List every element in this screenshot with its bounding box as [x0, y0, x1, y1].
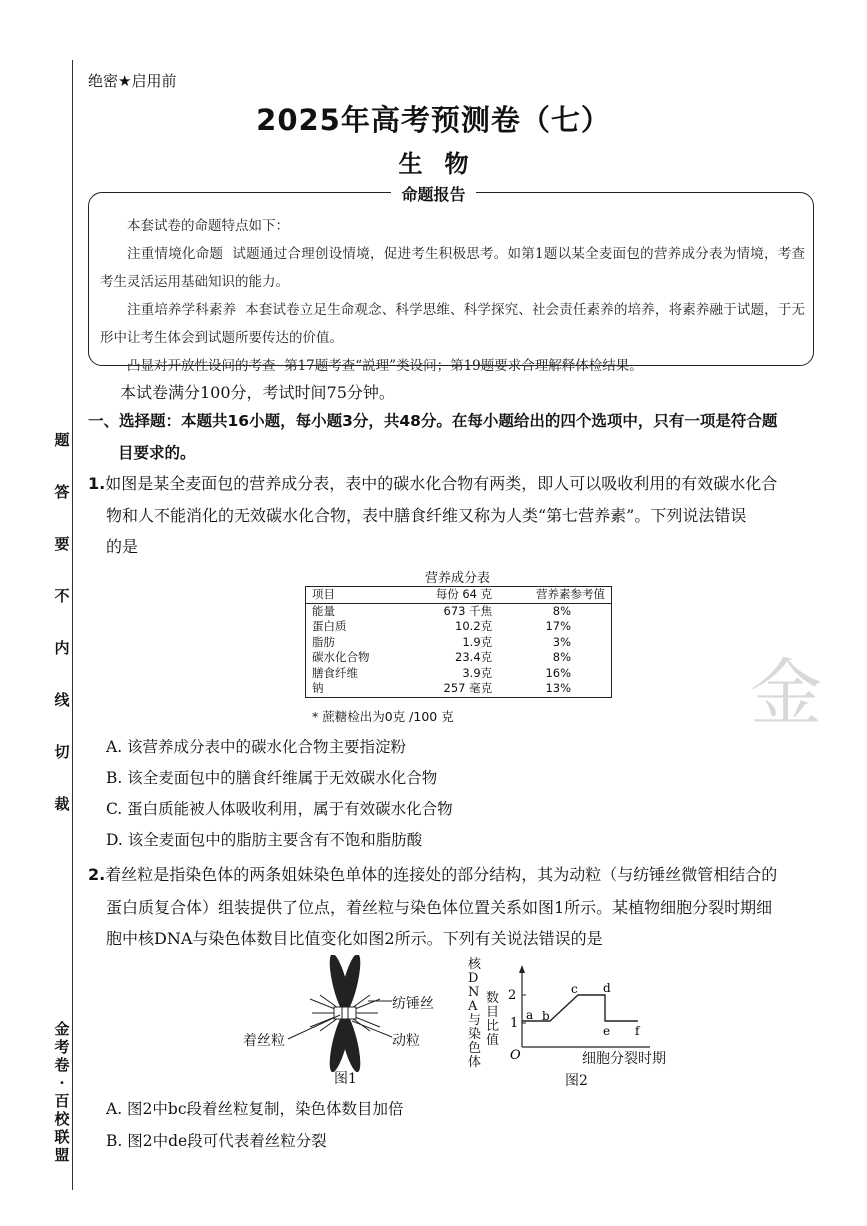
q1-option-d: D. 该全麦面包中的脂肪主要含有不饱和脂肪酸: [106, 831, 423, 849]
q1-stem-line3: 的是: [106, 537, 139, 556]
table-row: 钠 257 毫克 13%: [312, 681, 571, 695]
point-label-f: f: [635, 1024, 640, 1038]
report-intro: 本套试卷的命题特点如下：: [127, 218, 289, 234]
binding-char: 内: [54, 639, 70, 657]
binding-char: 不: [54, 587, 70, 605]
table-row: 能量 673 千焦 8%: [312, 603, 571, 618]
report-item: 注重情境化命题 试题通过合理创设情境，促进考生积极思考。如第1题以某全麦面包的营养成分表为情境，考查考生灵活运用基础知识的能力。: [100, 246, 806, 290]
binding-char: 线: [54, 691, 70, 709]
binding-char: 切: [54, 743, 70, 761]
point-label-e: e: [603, 1024, 611, 1038]
point-label-b: b: [542, 1009, 550, 1023]
table-caption: 营养成分表: [424, 571, 490, 586]
q1-option-a: A. 该营养成分表中的碳水化合物主要指淀粉: [106, 738, 407, 756]
table-header: 每份 64 克: [403, 587, 498, 603]
binding-line: [72, 60, 73, 1190]
label-kinetochore: 动粒: [392, 1033, 420, 1049]
q2-stem-line1: 2.着丝粒是指染色体的两条姐妹染色单体的连接处的部分结构，其为动粒（与纺锤丝微管相结合的: [88, 865, 778, 884]
report-text: [100, 212, 805, 380]
ratio-line: [522, 995, 638, 1021]
exam-info: 本试卷满分100分，考试时间75分钟。: [120, 383, 395, 402]
table-note: * 蔗糖检出为0克 /100 克: [312, 709, 454, 724]
leader-centromere: [288, 1015, 340, 1039]
q1-stem-line2: 物和人不能消化的无效碳水化合物，表中膳食纤维又称为人类“第七营养素”。下列说法错误: [106, 506, 747, 525]
table-header: 营养素参考值: [498, 587, 611, 603]
kinetochore-shape: [334, 1007, 356, 1019]
fig1-caption: 图1: [334, 1071, 357, 1087]
binding-char: 答: [54, 483, 70, 501]
y-label-line2: 数目比值: [486, 991, 500, 1048]
report-title: 命题报告: [0, 182, 867, 205]
nutrition-table: [305, 586, 612, 698]
report-item: 注重培养学科素养 本套试卷立足生命观念、科学思维、科学探究、社会责任素养的培养，将素养融于试题，于无形中让考生体会到试题所要传达的价值。: [100, 302, 805, 346]
q2-option-b: B. 图2中de段可代表着丝粒分裂: [106, 1132, 327, 1150]
confidential-label: 绝密★启用前: [88, 72, 177, 90]
point-label-d: d: [603, 981, 611, 995]
table-row: 膳食纤维 3.9克 16%: [312, 665, 571, 680]
binding-char: 题: [54, 431, 70, 449]
origin-label: O: [510, 1048, 521, 1063]
subject-title: 生物: [398, 150, 491, 178]
tick-2-label: 2: [508, 988, 517, 1003]
binding-char: 裁: [54, 795, 70, 813]
y-label-line1: 核DNA与染色体: [468, 957, 482, 1070]
label-centromere: 着丝粒: [243, 1033, 285, 1049]
point-label-c: c: [571, 982, 578, 996]
table-row: 脂肪 1.9克 3%: [312, 634, 571, 649]
q2-option-a: A. 图2中bc段着丝粒复制，染色体数目加倍: [106, 1100, 404, 1118]
section-heading-cont: 目要求的。: [118, 444, 196, 462]
q1-stem-line1: 1.如图是某全麦面包的营养成分表，表中的碳水化合物有两类，即人可以吸收利用的有效碳水化合: [88, 474, 778, 493]
y-axis-arrow: [519, 965, 525, 973]
label-spindle: 纺锤丝: [392, 996, 434, 1012]
fig2-caption: 图2: [565, 1073, 588, 1089]
q1-option-c: C. 蛋白质能被人体吸收利用，属于有效碳水化合物: [106, 800, 453, 818]
binding-char: 要: [54, 535, 70, 553]
tick-1-label: 1: [510, 1016, 519, 1031]
brand-vertical: 金考卷·百校联盟: [54, 1020, 70, 1164]
page-title: 2025年高考预测卷（七）: [256, 103, 611, 137]
q1-option-b: B. 该全麦面包中的膳食纤维属于无效碳水化合物: [106, 769, 438, 787]
report-item: 凸显对开放性设问的考查 第17题考查“説理”类设问；第19题要求合理解释体检结果。: [127, 358, 643, 374]
table-row: 蛋白质 10.2克 17%: [312, 619, 571, 633]
section-heading: 一、选择题：本题共16小题，每小题3分，共48分。在每小题给出的四个选项中，只有一项是符合题: [88, 412, 778, 430]
watermark-logo: 金: [750, 651, 823, 735]
q2-stem-line2: 蛋白质复合体）组装提供了位点，着丝粒与染色体位置关系如图1所示。某植物细胞分裂时期细: [106, 898, 773, 917]
point-label-a: a: [526, 1008, 534, 1022]
table-row: 碳水化合物 23.4克 8%: [312, 650, 571, 664]
q2-stem-line3: 胞中核DNA与染色体数目比值变化如图2所示。下列有关说法错误的是: [106, 929, 603, 948]
x-label: 细胞分裂时期: [582, 1051, 666, 1067]
binding-warning: [52, 430, 72, 846]
table-header: 项目: [306, 587, 403, 603]
